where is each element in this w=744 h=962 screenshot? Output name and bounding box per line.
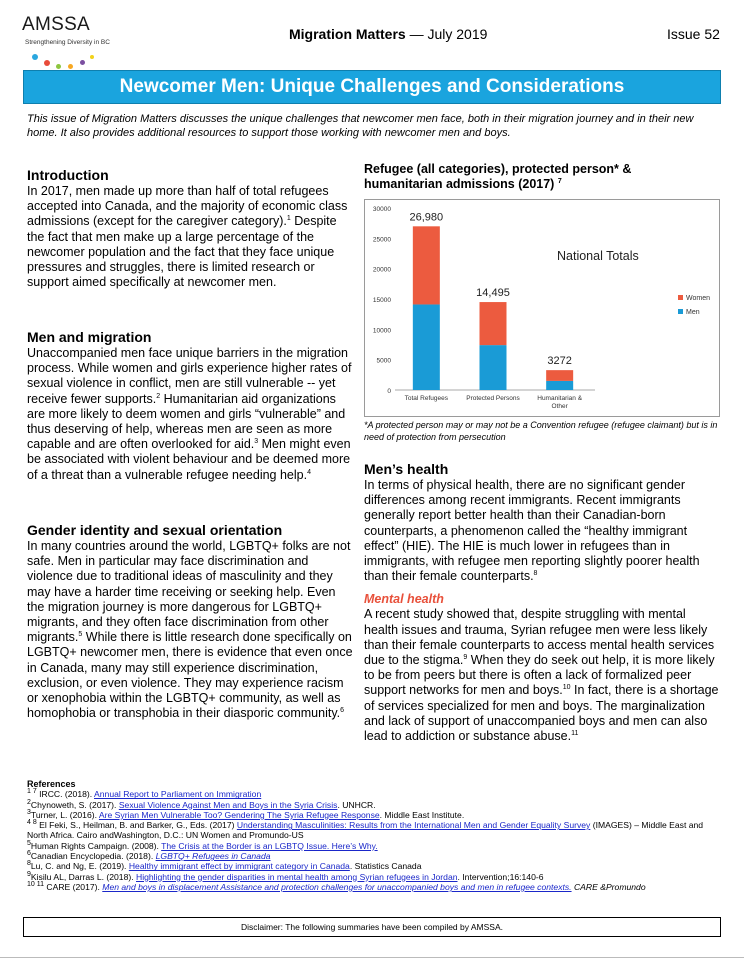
bar-chart-svg: [365, 200, 719, 416]
subheading-mental-health: Mental health: [364, 592, 444, 607]
reference-text: Kisilu AL, Darras L. (2018).: [30, 871, 136, 882]
page-header: [0, 0, 744, 68]
bar-total-label: 26,980: [409, 211, 444, 224]
reference-number: 10 11: [27, 881, 44, 889]
reference-link[interactable]: Men and boys in displacement Assistance and protection challenges for unaccompanied boys and men in refugee contexts.: [102, 881, 572, 892]
y-tick-label: 20000: [372, 266, 391, 274]
reference-source: (IMAGES) – Middle East and North Africa. Cairo andWashington, D.C.: UN Women and Promundo-US: [27, 820, 704, 841]
reference-link[interactable]: LGBTQ+ Refugees in Canada: [155, 851, 271, 862]
y-tick-label: 5000: [376, 357, 391, 365]
reference-link[interactable]: Highlighting the gender disparities in mental health among Syrian refugees in Jordan: [136, 871, 458, 882]
reference-item: [27, 882, 723, 892]
bar-total-label: 3272: [547, 355, 572, 368]
chart-inner-title: National Totals: [557, 249, 639, 263]
section-gender-identity: [27, 522, 353, 721]
reference-item: [27, 872, 723, 882]
reference-link[interactable]: Healthy immigrant effect by immigrant category in Canada: [128, 861, 350, 872]
legend-swatch-men: [678, 309, 683, 314]
section-mens-health: [364, 461, 722, 744]
reference-number: 4 8: [27, 819, 37, 827]
banner-title: Newcomer Men: Unique Challenges and Considerations: [23, 70, 721, 104]
chart-title-line2: humanitarian admissions (2017) $^7$: [364, 177, 562, 191]
admissions-chart: [364, 199, 720, 417]
reference-number: 8: [27, 860, 31, 868]
reference-text: IRCC. (2018).: [36, 789, 95, 800]
y-tick-label: 30000: [372, 206, 391, 213]
footer-rule: [0, 957, 744, 958]
legend-label: Men: [686, 309, 700, 316]
section-heading: Men and migration: [27, 329, 152, 345]
masthead: [289, 26, 487, 42]
references-title: References: [27, 779, 76, 789]
reference-item: [27, 820, 723, 841]
reference-item: [27, 789, 723, 799]
masthead-separator: —: [409, 26, 424, 42]
reference-item: [27, 861, 723, 871]
reference-link[interactable]: Annual Report to Parliament on Immigration: [94, 789, 262, 800]
section-introduction: [27, 167, 353, 290]
reference-text: Canadian Encyclopedia. (2018).: [30, 851, 156, 862]
x-tick-label: Humanitarian &: [537, 395, 583, 402]
y-tick-label: 15000: [372, 297, 391, 304]
reference-text: Human Rights Campaign. (2008).: [30, 840, 162, 851]
bar-men: [480, 345, 507, 390]
disclaimer-box: Disclaimer: The following summaries have been compiled by AMSSA.: [23, 917, 721, 937]
reference-number: 6: [27, 850, 31, 858]
y-tick-label: 0: [387, 388, 391, 395]
section-heading: Gender identity and sexual orientation: [27, 522, 283, 538]
bar-men: [546, 381, 573, 390]
reference-list: [27, 789, 723, 892]
intro-paragraph: This issue of Migration Matters discusses the unique challenges that newcomer men face, both in their migration journey and in their new home. It also provides additional resources to support those working with newcomer men and boys.: [27, 113, 694, 139]
reference-source: . UNHCR.: [337, 799, 376, 810]
chart-title-line1: Refugee (all categories), protected person* &: [364, 162, 632, 176]
x-tick-label: Protected Persons: [466, 395, 520, 402]
reference-number: 3: [27, 809, 31, 817]
reference-link[interactable]: Sexual Violence Against Men and Boys in the Syria Crisis: [118, 799, 338, 810]
logo-dots-icon: [30, 50, 100, 72]
chart-footnote: *A protected person may or may not be a Convention refugee (refugee claimant) but is in need of protection from persecution: [364, 420, 718, 442]
reference-text: Turner, L. (2016).: [30, 809, 99, 820]
reference-source: . Intervention;16:140-6: [457, 871, 544, 882]
reference-source: CARE &Promundo: [571, 881, 646, 892]
legend-swatch-women: [678, 295, 683, 300]
bar-women: [480, 302, 507, 345]
logo-text: AMSSA: [22, 14, 91, 35]
references: [27, 779, 723, 892]
reference-source: . Middle East Institute.: [379, 809, 465, 820]
y-tick-label: 10000: [372, 327, 391, 335]
bar-men: [413, 304, 440, 390]
reference-item: [27, 810, 723, 820]
reference-text: Chynoweth, S. (2017).: [30, 799, 119, 810]
y-tick-label: 25000: [372, 236, 391, 244]
issue-number: Issue 52: [667, 26, 720, 42]
bar-total-label: 14,495: [476, 287, 510, 300]
reference-number: 1 7: [27, 788, 37, 796]
chart-heading: [364, 162, 720, 192]
reference-link[interactable]: Understanding Masculinities: Results from the International Men and Gender Equality Survey: [236, 820, 591, 831]
reference-link[interactable]: Are Syrian Men Vulnerable Too? Gendering The Syria Refugee Response: [98, 809, 380, 820]
reference-number: 5: [27, 839, 31, 847]
reference-item: [27, 841, 723, 851]
legend-label: Women: [686, 295, 710, 302]
section-heading: Introduction: [27, 167, 109, 183]
section-men-migration: [27, 329, 353, 483]
bar-women: [546, 370, 573, 381]
section-body: In terms of physical health, there are no significant gender differences among recent immigrants. Recent immigrants generally report better health than their Canadian-born counterparts, a phenomenon called the “healthy immigrant effect” (HIE). The HIE is much lower in refugees than in immigrants, with refugee men reporting slightly poorer health than their female counterparts.$^8$: [364, 478, 700, 584]
reference-text: CARE (2017).: [44, 881, 103, 892]
amssa-logo[interactable]: [22, 14, 132, 70]
section-body: In many countries around the world, LGBTQ+ folks are not safe. Men in particular may face discrimination and violence due to traditional ideas of masculinity and they may have a harder time receiving or seeking help. Even the migration journey is more dangerous for LGBTQ+ migrants, and they often face discrimination from other migrants.$^5$ While there is little research done specifically on LGBTQ+ newcomer men, there is evidence that even once in Canada, many may still experience discrimination, exclusion, or even violence. They may experience racism or xenophobia within the LGBTQ+ community, as well as homophobia or transphobia in their diasporic community.$^6$: [27, 539, 353, 721]
section-body: In 2017, men made up more than half of total refugees accepted into Canada, and the majority of economic class admissions (except for the caregiver category).$^1$ Despite the fact that men make up a large percentage of the newcomer population and the fact that they face unique pressures and struggles, there is limited research or support aimed specifically at newcomer men.: [27, 184, 348, 290]
reference-text: El Feki, S., Heilman, B. and Barker, G., Eds. (2017): [36, 820, 237, 831]
x-tick-label: Total Refugees: [404, 395, 449, 402]
issue-date: July 2019: [427, 26, 488, 42]
section-body-mental: A recent study showed that, despite struggling with mental health issues and trauma, Syrian refugee men were less likely than their female counterparts to access mental health services due to the stigma.$^9$ When they do seek out help, it is more likely to be from peers but there is often a lack of formalized peer support networks for men and boys.$^{10}$ In fact, there is a shortage of services specialized for men and boys. The marginalization and lack of support of unaccompanied boys and men can also lead to addiction or substance abuse.$^{11}$: [364, 607, 719, 744]
bar-women: [413, 226, 440, 304]
section-heading: Men’s health: [364, 461, 449, 477]
logo-tagline: Strengthening Diversity in BC: [25, 39, 110, 46]
reference-number: 2: [27, 798, 31, 806]
reference-item: [27, 851, 723, 861]
x-tick-label: Other: [551, 403, 568, 410]
publication-title: Migration Matters: [289, 26, 406, 42]
reference-item: [27, 800, 723, 810]
reference-link[interactable]: The Crisis at the Border is an LGBTQ Issue. Here’s Why.: [161, 840, 378, 851]
section-body: Unaccompanied men face unique barriers in the migration process. While women and girls experience higher rates of sexual violence in conflict, men are still vulnerable -- yet receive fewer supports.$^2$ Humanitarian aid organizations are more likely to deem women and girls “vulnerable” and thus deserving of help, whereas men are seen as more capable and are often overlooked for aid.$^3$ Men might even be associated with violent behaviour and be deemed more of a threat than a vulnerable refugee needing help.$^4$: [27, 346, 352, 482]
reference-number: 9: [27, 870, 31, 878]
reference-text: Lu, C. and Ng, E. (2019).: [30, 861, 129, 872]
reference-source: . Statistics Canada: [349, 861, 422, 872]
